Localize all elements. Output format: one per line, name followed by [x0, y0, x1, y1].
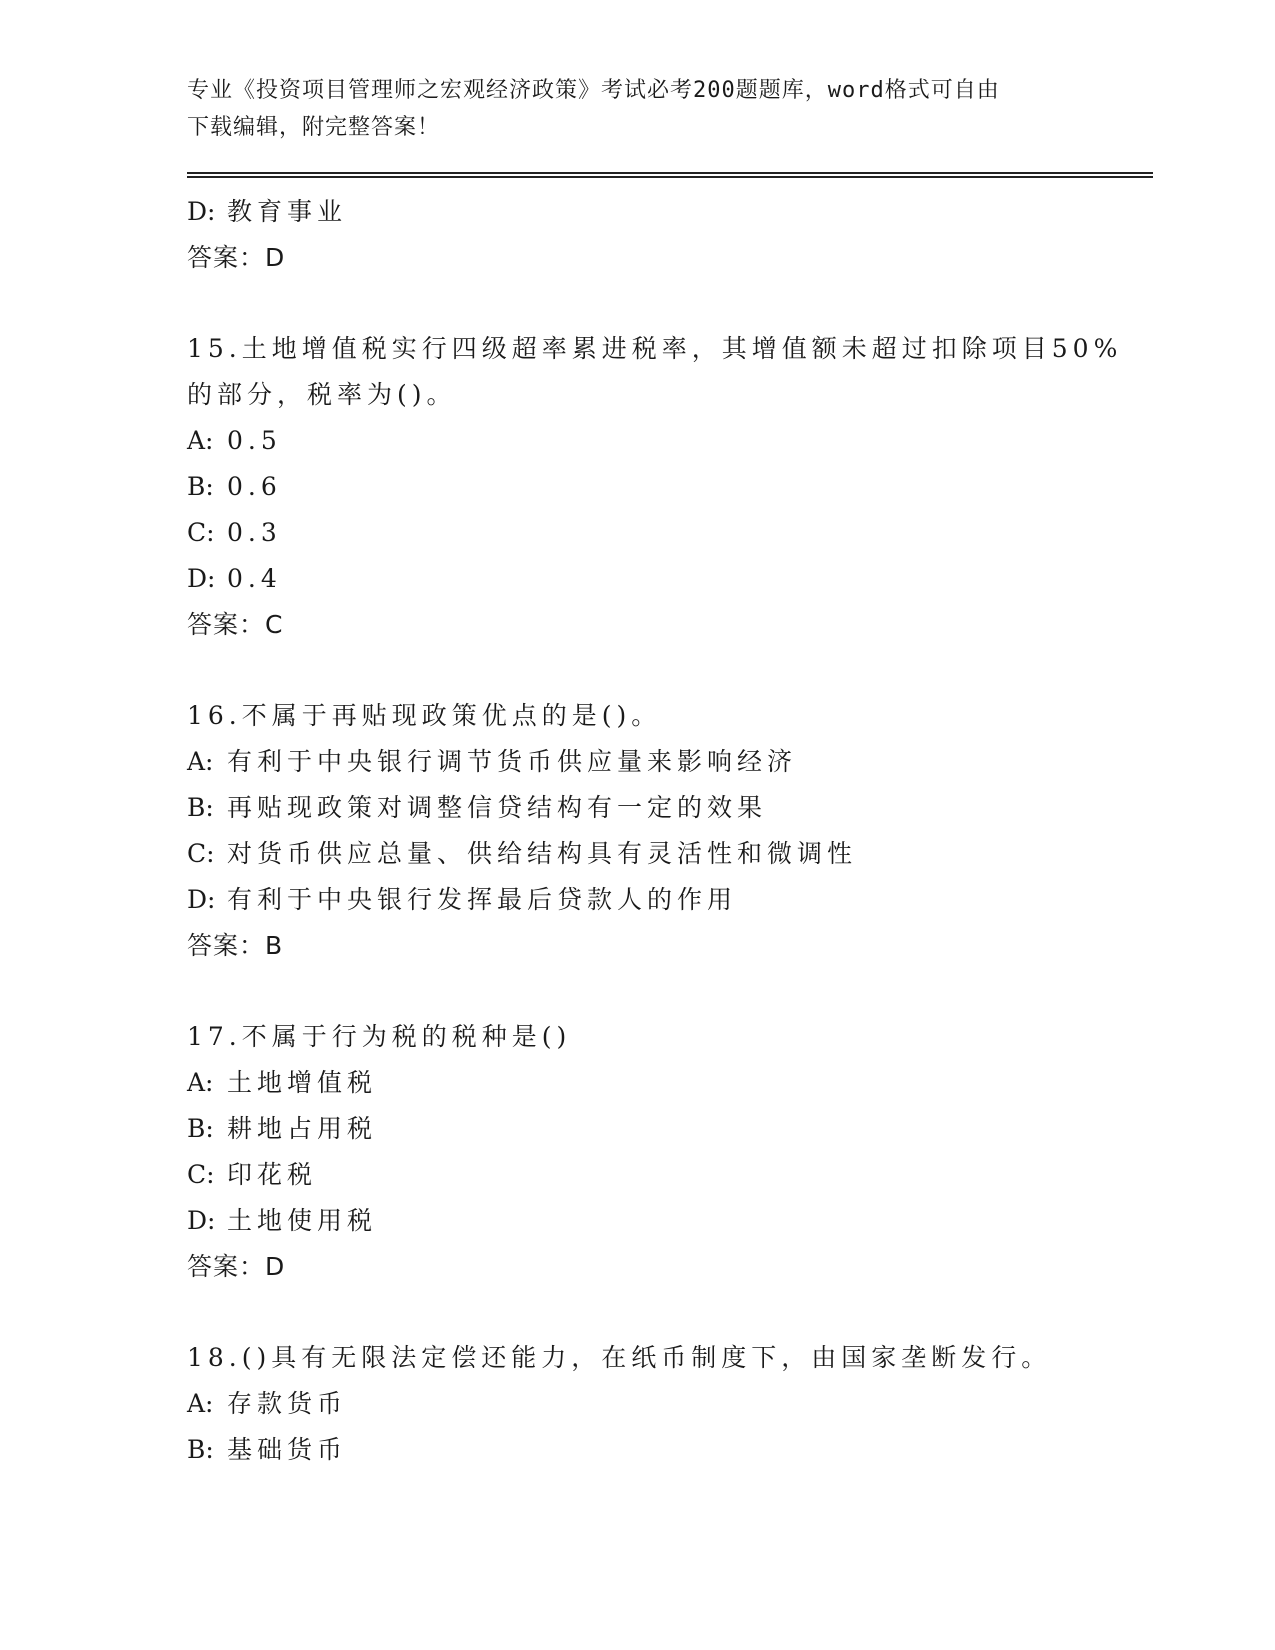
header-rule-bottom	[187, 176, 1153, 178]
option-letter: B:	[187, 793, 214, 822]
option-d	[187, 1198, 1107, 1244]
question-stem-continued: 的部分，税率为()。	[187, 380, 457, 409]
header-line-1: 专业《投资项目管理师之宏观经济政策》考试必考200题题库，word格式可自由	[187, 78, 1000, 103]
question-stem: 18.()具有无限法定偿还能力，在纸币制度下，由国家垄断发行。	[187, 1343, 1052, 1372]
option-letter: C:	[187, 1160, 215, 1189]
option-text: 基础货币	[227, 1435, 348, 1464]
option-text: 存款货币	[227, 1389, 348, 1418]
option-d	[187, 877, 1107, 923]
option-text: 0.3	[227, 518, 282, 547]
option-a	[187, 739, 1107, 785]
question-stem: 15.土地增值税实行四级超率累进税率，其增值额未超过扣除项目50%	[187, 334, 1123, 363]
option-letter: D:	[187, 885, 216, 914]
answer-line: 答案：D	[187, 243, 286, 272]
option-letter: A:	[187, 747, 214, 776]
question-list	[187, 189, 1123, 1473]
answer-line: 答案：C	[187, 610, 284, 639]
option-b	[187, 1106, 1107, 1152]
document-header	[187, 72, 1067, 146]
option-letter: D:	[187, 1206, 216, 1235]
option-letter: B:	[187, 472, 214, 501]
option-a	[187, 1060, 1107, 1106]
option-letter: B:	[187, 1435, 214, 1464]
option-text: 有利于中央银行调节货币供应量来影响经济	[227, 747, 798, 776]
option-letter: C:	[187, 518, 215, 547]
option-text: 对货币供应总量、供给结构具有灵活性和微调性	[227, 839, 858, 868]
option-text: 印花税	[227, 1160, 318, 1189]
option-text: 土地使用税	[227, 1206, 378, 1235]
option-text: 耕地占用税	[227, 1114, 378, 1143]
option-text: 土地增值税	[227, 1068, 378, 1097]
option-c	[187, 831, 1107, 877]
option-letter: D:	[187, 197, 216, 226]
answer-line: 答案：B	[187, 931, 284, 960]
option-text: 0.5	[227, 426, 282, 455]
question-stem: 16.不属于再贴现政策优点的是()。	[187, 701, 662, 730]
answer-line: 答案：D	[187, 1252, 286, 1281]
option-c	[187, 1152, 1107, 1198]
option-text: 再贴现政策对调整信贷结构有一定的效果	[227, 793, 768, 822]
option-text: 教育事业	[227, 197, 348, 226]
option-a	[187, 1381, 1107, 1427]
option-letter: A:	[187, 1389, 214, 1418]
option-letter: A:	[187, 1068, 214, 1097]
option-b	[187, 785, 1107, 831]
option-d	[187, 556, 1107, 602]
option-letter: A:	[187, 426, 214, 455]
option-c	[187, 510, 1107, 556]
header-line-2: 下载编辑，附完整答案！	[187, 115, 441, 140]
option-letter: C:	[187, 839, 215, 868]
option-text: 0.6	[227, 472, 282, 501]
option-d	[187, 189, 1107, 235]
option-letter: B:	[187, 1114, 214, 1143]
question-stem: 17.不属于行为税的税种是()	[187, 1022, 572, 1051]
header-rule-top	[187, 172, 1153, 174]
option-letter: D:	[187, 564, 216, 593]
option-a	[187, 418, 1107, 464]
option-text: 有利于中央银行发挥最后贷款人的作用	[227, 885, 738, 914]
option-b	[187, 1427, 1107, 1473]
option-b	[187, 464, 1107, 510]
option-text: 0.4	[227, 564, 282, 593]
